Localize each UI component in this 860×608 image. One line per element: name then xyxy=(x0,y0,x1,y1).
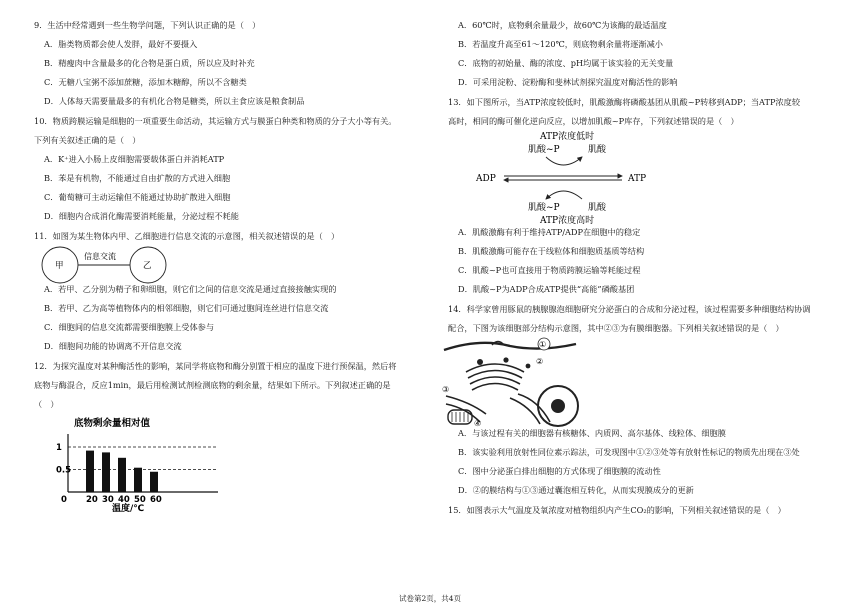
cell-b-label: 乙 xyxy=(143,261,152,271)
cell-communication-figure xyxy=(34,242,194,284)
option-d: D．细胞间功能的协调离不开信息交流 xyxy=(44,341,182,351)
cell-a-label: 甲 xyxy=(55,261,64,271)
atp-label: ATP xyxy=(628,174,647,184)
y-tick-label: 1 xyxy=(56,443,62,453)
atp-low-label: ATP浓度低时 xyxy=(540,132,595,142)
question-9 xyxy=(34,20,426,107)
adp-label: ADP xyxy=(476,174,496,184)
cell-membrane xyxy=(444,343,576,350)
bar xyxy=(86,451,94,492)
golgi-apparatus xyxy=(466,364,524,390)
option-d: D．②的膜结构与①③通过囊泡相互转化，从而实现膜成分的更新 xyxy=(458,485,694,495)
left-column xyxy=(34,20,426,514)
option-b: B．肌酸激酶可能存在于线粒体和细胞质基质等结构 xyxy=(458,246,645,256)
question-14 xyxy=(442,304,840,496)
option-a: A．脂类物质都会使人发胖，最好不要摄入 xyxy=(44,39,198,49)
creatine-bottom: 肌酸 xyxy=(588,203,607,213)
question-12 xyxy=(34,361,426,514)
question-12-options xyxy=(448,20,840,88)
option-c: C．细胞间的信息交流都需要细胞膜上受体参与 xyxy=(44,322,215,332)
mitochondrion-cristae xyxy=(452,412,468,422)
x-tick-label: 60 xyxy=(150,495,162,505)
option-d: D．肌酸~P为ADP合成ATP提供“高能”磷酸基团 xyxy=(458,284,635,294)
bar xyxy=(134,468,142,492)
question-stem: 12．为探究温度对某种酶活性的影响，某同学将底物和酶分别置于相应的温度下进行预保温，然后将 xyxy=(34,361,397,371)
question-10 xyxy=(34,116,426,222)
bottom-curve-arrow xyxy=(546,191,582,199)
x-axis-label: 温度/℃ xyxy=(112,504,145,514)
vesicle-dot xyxy=(503,357,508,362)
option-d: D．细胞内合成消化酶需要消耗能量，分泌过程不耗能 xyxy=(44,211,239,221)
y-tick-label: 0.5 xyxy=(56,465,72,476)
option-b: B．苯是有机物，不能通过自由扩散的方式进入细胞 xyxy=(44,173,231,183)
question-stem-cont: 底物与酶混合，反应1min，最后用检测试剂检测底物的剩余量，结果如下所示。下列叙述正确的是 xyxy=(34,380,391,390)
option-a: A．肌酸激酶有利于维持ATP/ADP在细胞中的稳定 xyxy=(458,227,641,237)
option-c: C．无糖八宝粥不添加蔗糖，添加木糖醇，所以不含糖类 xyxy=(44,77,247,87)
creatine-p-top: 肌酸~P xyxy=(528,145,560,155)
question-stem-cont: 高时，相同的酶可催化逆向反应，以增加肌酸~P库存，下列叙述错误的是（ ） xyxy=(448,116,739,126)
option-c: C．葡萄糖可主动运输但不能通过协助扩散进入细胞 xyxy=(44,192,231,202)
x-tick-label: 40 xyxy=(118,495,130,505)
option-d: D．人体每天需要量最多的有机化合物是糖类，所以主食应该是粮食制品 xyxy=(44,96,305,106)
question-stem: 13．如下图所示，当ATP浓度较低时，肌酸激酶将磷酸基团从肌酸~P转移到ADP；当ATP浓度较 xyxy=(448,97,801,107)
option-a: A．若甲、乙分别为精子和卵细胞，则它们之间的信息交流是通过直接接触实现的 xyxy=(44,284,337,294)
endoplasmic-reticulum xyxy=(446,394,550,424)
label-4: ④ xyxy=(474,419,482,428)
vesicle-dot xyxy=(477,359,483,365)
x-tick-label: 50 xyxy=(134,495,146,505)
question-11 xyxy=(34,231,426,352)
answer-blank: （ ） xyxy=(34,399,59,409)
option-a: A．K⁺进入小肠上皮细胞需要载体蛋白并消耗ATP xyxy=(44,154,225,164)
option-b: B．若甲、乙为高等植物体内的相邻细胞，则它们可通过胞间连丝进行信息交流 xyxy=(44,303,329,313)
bar xyxy=(118,458,126,492)
chart-title: 底物剩余量相对值 xyxy=(74,418,151,429)
bar xyxy=(150,472,158,492)
question-stem-cont: 下列有关叙述正确的是（ ） xyxy=(34,135,141,145)
label-3: ③ xyxy=(442,385,450,394)
option-d: D．可采用淀粉、淀粉酶和斐林试剂探究温度对酶活性的影响 xyxy=(458,77,678,87)
label-2: ② xyxy=(536,357,544,366)
question-15: 15．如图表示大气温度及氧浓度对植物组织内产生CO₂的影响，下列相关叙述错误的是（ ） xyxy=(448,505,786,515)
question-stem: 14．科学家曾用豚鼠的胰腺腺泡细胞研究分泌蛋白的合成和分泌过程，该过程需要多种细胞结构协调 xyxy=(448,304,811,314)
x-tick-label: 20 xyxy=(86,495,98,505)
question-13 xyxy=(448,97,840,295)
label-1: ① xyxy=(539,340,547,349)
page-footer: 试卷第2页，共4页 xyxy=(398,594,462,603)
option-c: C．肌酸~P也可直接用于物质跨膜运输等耗能过程 xyxy=(458,265,641,275)
option-b: B．若温度升高至61～120℃，则底物剩余量将逐渐减小 xyxy=(458,39,663,49)
nucleolus xyxy=(551,399,565,413)
question-stem-cont: 配合，下图为该细胞部分结构示意图，其中②③为有膜细胞器。下列相关叙述错误的是（ ） xyxy=(448,323,784,333)
option-a: A．与该过程有关的细胞器有核糖体、内质网、高尔基体、线粒体、细胞膜 xyxy=(458,428,726,438)
option-b: B．该实验利用放射性同位素示踪法，可发现图中①②③处等有放射性标记的物质先出现在③处 xyxy=(458,447,800,457)
pancreatic-cell-figure xyxy=(440,336,580,428)
question-stem: 10．物质跨膜运输是细胞的一项重要生命活动，其运输方式与膜蛋白种类和物质的分子大小等有关。 xyxy=(34,116,397,126)
option-b: B．精瘦肉中含量最多的化合物是蛋白质，所以应及时补充 xyxy=(44,58,255,68)
creatine-top: 肌酸 xyxy=(588,145,607,155)
atp-high-label: ATP浓度高时 xyxy=(540,216,595,226)
creatine-kinase-figure xyxy=(468,127,708,227)
creatine-p-bottom: 肌酸~P xyxy=(528,203,560,213)
x-tick-label: 0 xyxy=(61,495,67,505)
enzyme-temperature-chart xyxy=(34,414,234,514)
option-a: A．60℃时，底物剩余量最少，故60℃为该酶的最适温度 xyxy=(458,20,667,30)
right-column xyxy=(442,20,840,516)
question-stem: 11．如图为某生物体内甲、乙细胞进行信息交流的示意图，相关叙述错误的是（ ） xyxy=(34,231,340,241)
question-stem: 9．生活中经常遇到一些生物学问题，下列认识正确的是（ ） xyxy=(34,20,261,30)
vesicle-dot xyxy=(526,364,531,369)
option-c: C．图中分泌蛋白排出细胞的方式体现了细胞膜的流动性 xyxy=(458,466,661,476)
x-tick-label: 30 xyxy=(102,495,114,505)
option-c: C．底物的初始量、酶的浓度、pH均属于该实验的无关变量 xyxy=(458,58,674,68)
communication-label: 信息交流 xyxy=(84,252,116,261)
top-curve-arrow xyxy=(546,157,582,165)
bar xyxy=(102,452,110,492)
